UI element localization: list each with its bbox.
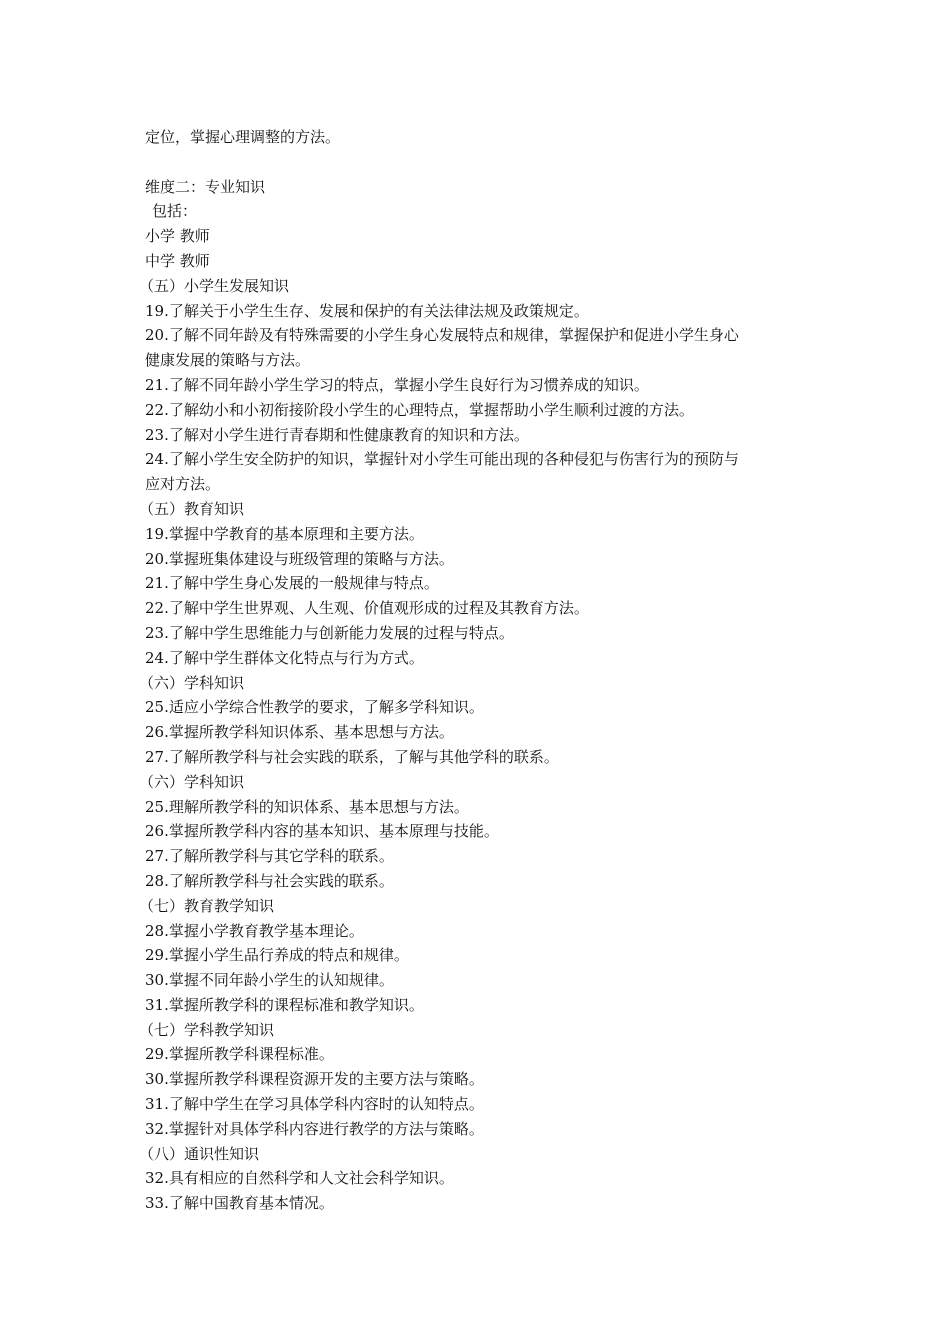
list-item: 31.掌握所教学科的课程标准和教学知识。 (145, 995, 424, 1014)
subsection-heading: （七）教育教学知识 (139, 896, 275, 915)
list-item: 23.了解中学生思维能力与创新能力发展的过程与特点。 (145, 623, 514, 642)
category-primary-teacher: 小学 教师 (145, 227, 210, 246)
list-item-continuation: 应对方法。 (145, 475, 221, 494)
list-item-continuation: 健康发展的策略与方法。 (145, 351, 311, 370)
subsection-heading: （五）小学生发展知识 (139, 276, 290, 295)
list-item: 19.了解关于小学生生存、发展和保护的有关法律法规及政策规定。 (145, 301, 589, 320)
list-item: 24.了解中学生群体文化特点与行为方式。 (145, 648, 424, 667)
subsection-heading: （五）教育知识 (139, 499, 245, 518)
paragraph-continuation: 定位，掌握心理调整的方法。 (145, 128, 341, 146)
subsection-heading: （八）通识性知识 (139, 1144, 260, 1163)
list-item: 28.了解所教学科与社会实践的联系。 (145, 871, 394, 890)
list-item: 26.掌握所教学科内容的基本知识、基本原理与技能。 (145, 822, 499, 841)
blank-line (145, 150, 815, 175)
list-item: 24.了解小学生安全防护的知识，掌握针对小学生可能出现的各种侵犯与伤害行为的预防与 (145, 450, 739, 469)
includes-label: 包括： (152, 202, 198, 221)
list-item: 32.掌握针对具体学科内容进行教学的方法与策略。 (145, 1119, 484, 1138)
list-item: 29.掌握所教学科课程标准。 (145, 1045, 334, 1064)
list-item: 23.了解对小学生进行青春期和性健康教育的知识和方法。 (145, 425, 529, 444)
list-item: 19.掌握中学教育的基本原理和主要方法。 (145, 524, 424, 543)
list-item: 20.掌握班集体建设与班级管理的策略与方法。 (145, 549, 454, 568)
list-item: 30.掌握不同年龄小学生的认知规律。 (145, 971, 394, 990)
list-item: 33.了解中国教育基本情况。 (145, 1194, 334, 1213)
subsection-heading: （七）学科教学知识 (139, 1020, 275, 1039)
list-item: 29.掌握小学生品行养成的特点和规律。 (145, 946, 409, 965)
list-item: 21.了解中学生身心发展的一般规律与特点。 (145, 574, 439, 593)
list-item: 20.了解不同年龄及有特殊需要的小学生身心发展特点和规律，掌握保护和促进小学生身心 (145, 326, 739, 345)
list-item: 22.了解中学生世界观、人生观、价值观形成的过程及其教育方法。 (145, 599, 589, 618)
list-item: 25.适应小学综合性教学的要求，了解多学科知识。 (145, 698, 484, 717)
list-item: 28.掌握小学教育教学基本理论。 (145, 921, 364, 940)
list-item: 27.了解所教学科与社会实践的联系，了解与其他学科的联系。 (145, 747, 559, 766)
list-item: 31.了解中学生在学习具体学科内容时的认知特点。 (145, 1095, 484, 1114)
section-title: 维度二：专业知识 (145, 177, 266, 196)
list-item: 25.理解所教学科的知识体系、基本思想与方法。 (145, 797, 469, 816)
list-item: 22.了解幼小和小初衔接阶段小学生的心理特点，掌握帮助小学生顺利过渡的方法。 (145, 400, 694, 419)
list-item: 21.了解不同年龄小学生学习的特点，掌握小学生良好行为习惯养成的知识。 (145, 375, 649, 394)
list-item: 27.了解所教学科与其它学科的联系。 (145, 847, 394, 866)
subsection-heading: （六）学科知识 (139, 772, 245, 791)
subsection-heading: （六）学科知识 (139, 673, 245, 692)
list-item: 32.具有相应的自然科学和人文社会科学知识。 (145, 1169, 454, 1188)
list-item: 30.掌握所教学科课程资源开发的主要方法与策略。 (145, 1070, 484, 1089)
document-body (139, 125, 815, 1216)
category-middle-teacher: 中学 教师 (145, 251, 210, 270)
list-item: 26.掌握所教学科知识体系、基本思想与方法。 (145, 723, 454, 742)
